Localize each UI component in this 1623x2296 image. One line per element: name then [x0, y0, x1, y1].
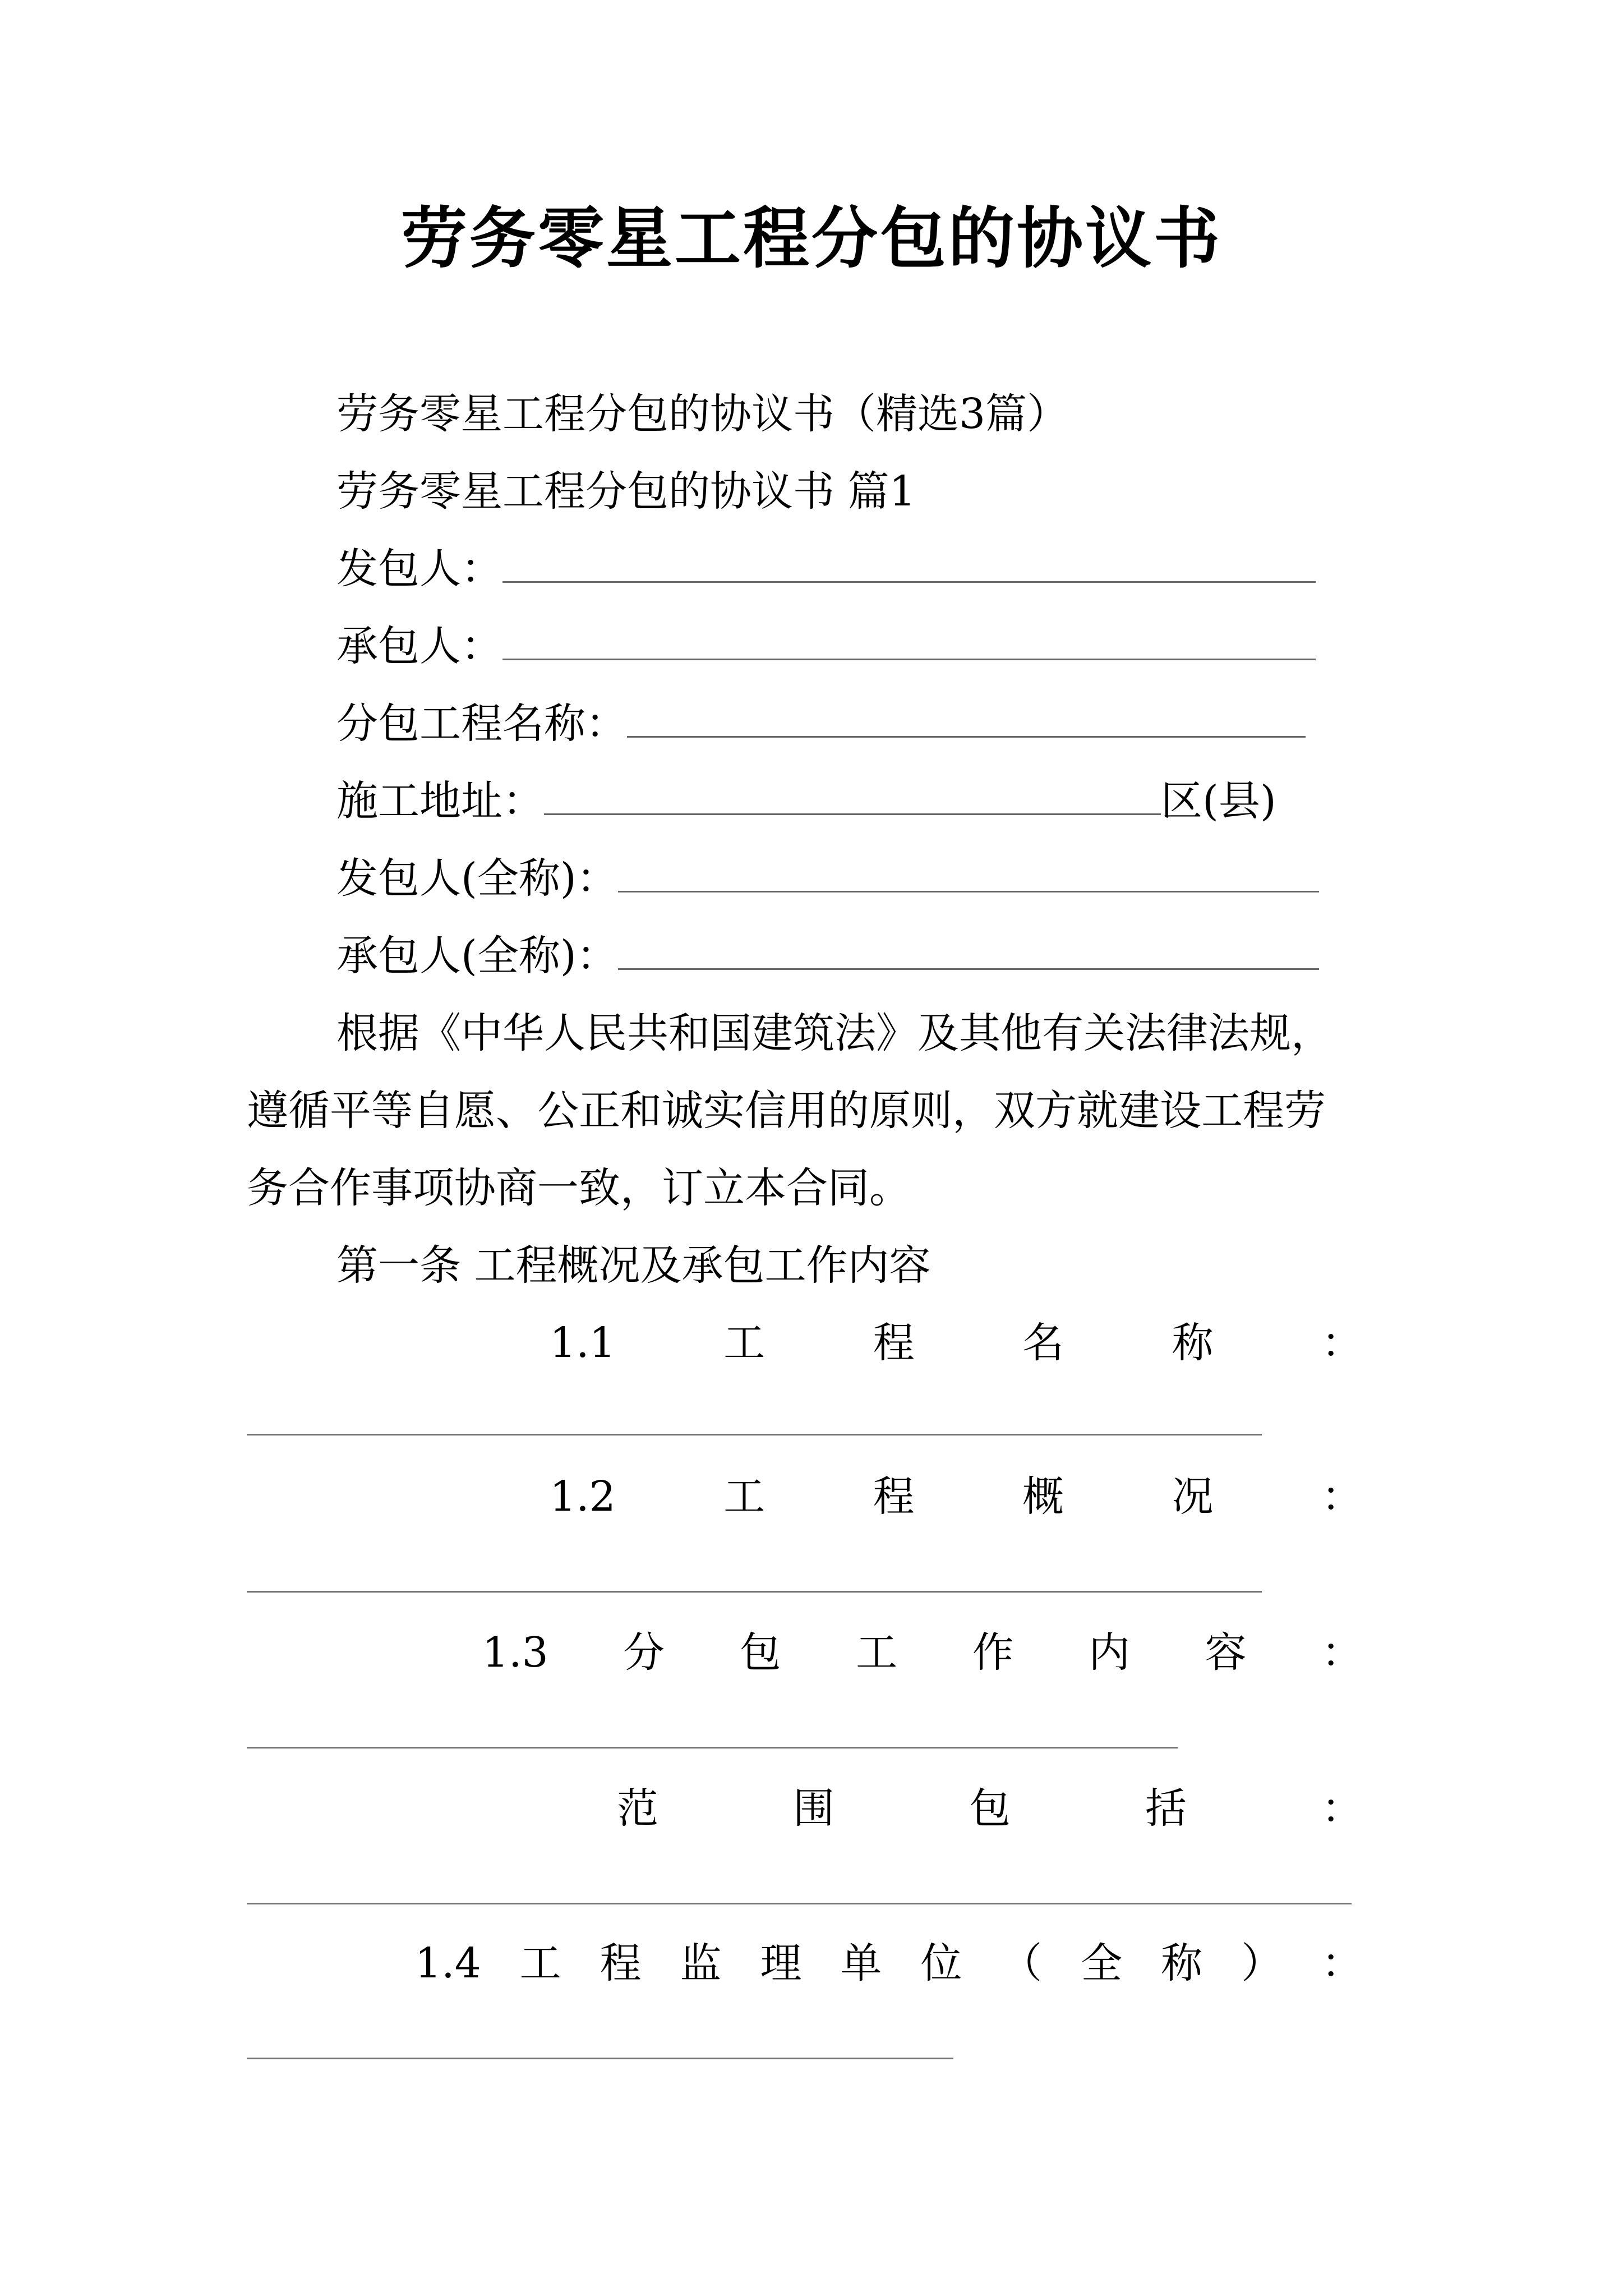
field-label: 发包人(全称)：	[336, 854, 618, 903]
item-char: 分	[623, 1628, 665, 1677]
item-char: 工	[856, 1628, 898, 1677]
item-char: 程	[600, 1939, 642, 1987]
field-label: 施工地址：	[336, 777, 544, 825]
field-label: 承包人(全称)：	[336, 932, 618, 980]
blank-line	[247, 1747, 1178, 1749]
field-contractor-full	[336, 929, 1319, 983]
item-1-4	[415, 1936, 1363, 1990]
item-char: 全	[1081, 1939, 1123, 1987]
subtitle: 劳务零星工程分包的协议书（精选3篇）	[336, 390, 1069, 438]
item-number: 1.3	[482, 1628, 548, 1677]
field-label: 承包人：	[336, 622, 502, 670]
intro-line-2: 遵循平等自愿、公正和诚实信用的原则，双方就建设工程劳	[247, 1087, 1326, 1135]
item-colon: ：	[1321, 1784, 1363, 1833]
item-number: 1.4	[415, 1939, 481, 1987]
item-char: （	[1000, 1939, 1043, 1987]
blank-line	[502, 546, 1316, 583]
intro-line-1: 根据《中华人民共和国建筑法》及其他有关法律法规，	[336, 1009, 1332, 1057]
item-number: 1.1	[550, 1319, 616, 1367]
blank-line	[627, 701, 1306, 738]
item-colon: ：	[1321, 1473, 1363, 1521]
item-char: 名	[1022, 1319, 1064, 1367]
item-char: 概	[1022, 1473, 1064, 1521]
blank-line	[618, 856, 1319, 892]
item-number: 1.2	[550, 1473, 616, 1521]
intro-line-3: 务合作事项协商一致，订立本合同。	[247, 1164, 911, 1212]
item-colon: ：	[1321, 1319, 1363, 1367]
blank-line	[502, 624, 1316, 660]
item-char: 工	[723, 1319, 766, 1367]
document-title: 劳务零星工程分包的协议书	[400, 199, 1222, 277]
item-char: 工	[519, 1939, 561, 1987]
section-heading: 劳务零星工程分包的协议书 篇1	[336, 467, 916, 516]
item-char: 称	[1161, 1939, 1203, 1987]
item-char: 工	[723, 1473, 766, 1521]
item-char: 包	[739, 1628, 781, 1677]
item-char: 作	[972, 1628, 1014, 1677]
blank-line	[247, 1591, 1262, 1593]
blank-line	[247, 2058, 953, 2059]
blank-line	[618, 933, 1319, 970]
item-char: 监	[680, 1939, 722, 1987]
item-1-2	[550, 1470, 1363, 1524]
item-char: 位	[920, 1939, 962, 1987]
field-project-name	[336, 697, 1306, 751]
item-char: 围	[793, 1784, 834, 1833]
item-char: ）	[1241, 1939, 1283, 1987]
item-char: 包	[969, 1784, 1011, 1833]
item-colon: ：	[1321, 1939, 1363, 1987]
field-label: 发包人：	[336, 545, 502, 593]
blank-line	[544, 779, 1161, 815]
item-colon: ：	[1321, 1628, 1363, 1677]
item-char: 单	[840, 1939, 882, 1987]
blank-line	[247, 1903, 1352, 1904]
item-char: 称	[1172, 1319, 1214, 1367]
field-employer-full	[336, 852, 1319, 905]
item-1-1	[550, 1316, 1363, 1370]
scope-line	[617, 1782, 1363, 1835]
field-label: 分包工程名称：	[336, 700, 627, 748]
blank-line	[247, 1434, 1262, 1435]
item-char: 容	[1205, 1628, 1247, 1677]
item-char: 程	[873, 1319, 915, 1367]
item-char: 内	[1089, 1628, 1131, 1677]
district-suffix: 区(县)	[1161, 777, 1276, 825]
field-employer	[336, 542, 1316, 596]
item-char: 况	[1172, 1473, 1214, 1521]
field-contractor	[336, 619, 1316, 673]
article-1-heading: 第一条 工程概况及承包工作内容	[336, 1241, 931, 1290]
item-char: 范	[617, 1784, 658, 1833]
field-site-address	[336, 774, 1276, 828]
item-char: 括	[1145, 1784, 1187, 1833]
item-1-3	[482, 1626, 1363, 1680]
item-char: 程	[873, 1473, 915, 1521]
item-char: 理	[760, 1939, 802, 1987]
